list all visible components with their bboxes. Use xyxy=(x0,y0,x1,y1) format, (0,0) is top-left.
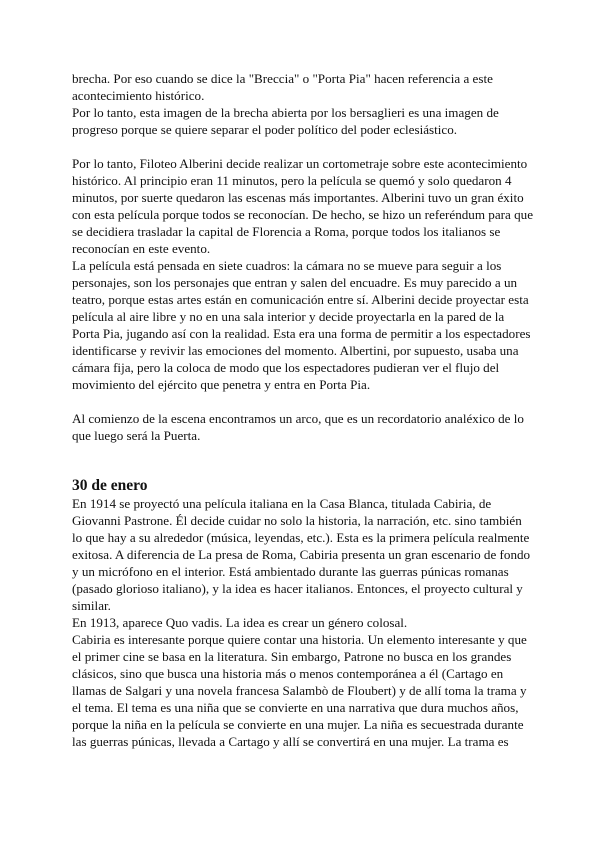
paragraph: Por lo tanto, esta imagen de la brecha abierta por los bersaglieri es una imagen de progreso porque se quiere separar el poder político del poder eclesiástico. xyxy=(72,105,499,137)
paragraph: brecha. Por eso cuando se dice la "Breccia" o "Porta Pia" hacen referencia a este acontecimiento histórico. xyxy=(72,71,493,103)
paragraph: En 1914 se proyectó una película italiana en la Casa Blanca, titulada Cabiria, de Giovanni Pastrone. Él decide cuidar no solo la historia, la narración, etc. sino también lo que hay a su alrededor (música, leyendas, etc.). Esta es la primera película realmente exitosa. A diferencia de La presa de Roma, Cabiria presenta un gran escenario de fondo y un micrófono en el interior. Está ambientado durante las guerras púnicas romanas (pasado glorioso italiano), y la idea es hacer italianos. Entonces, el proyecto cultural y similar. xyxy=(72,496,531,613)
paragraph: La película está pensada en siete cuadros: la cámara no se mueve para seguir a los personajes, son los personajes que entran y salen del encuadre. Es muy parecido a un teatro, porque estas artes están en comunicación entre sí. Alberini decide proyectar esta película al aire libre y no en una sala interior y decide proyectarla en la pared de la Porta Pia, jugando así con la realidad. Esta era una forma de permitir a los espectadores identificarse y revivir las emociones del momento. Albertini, por supuesto, usaba una cámara fija, pero la coloca de modo que los espectadores pudieran ver el flujo del movimiento del ejército que penetra y entra en Porta Pia. xyxy=(72,258,531,392)
paragraph: En 1913, aparece Quo vadis. La idea es crear un género colosal. xyxy=(72,615,408,630)
document-page xyxy=(72,70,534,750)
paragraph: Cabiria es interesante porque quiere contar una historia. Un elemento interesante y que el primer cine se basa en la literatura. Sin embargo, Patrone no busca en los grandes clásicos, sino que busca una historia más o menos contemporánea a él (Cartago en llamas de Salgari y una novela francesa Salambò de Floubert) y de allí toma la trama y el tema. El tema es una niña que se convierte en una narrativa que dura muchos años, porque la niña en la película se convierte en una mujer. La niña es secuestrada durante las guerras púnicas, llevada a Cartago y allí se convertirá en una mujer. La trama es xyxy=(72,632,527,749)
paragraph: Al comienzo de la escena encontramos un arco, que es un recordatorio analéxico de lo que luego será la Puerta. xyxy=(72,411,524,443)
section-heading: 30 de enero xyxy=(72,477,148,494)
paragraph: Por lo tanto, Filoteo Alberini decide realizar un cortometraje sobre este acontecimiento histórico. Al principio eran 11 minutos, pero la película se quemó y solo quedaron 4 minutos, por suerte quedaron las escenas más importantes. Alberini tuvo un gran éxito con esta película porque todos se reconocían. De hecho, se hizo un referéndum para que se decidiera trasladar la capital de Florencia a Roma, porque todos los italianos se reconocían en este evento. xyxy=(72,156,534,256)
